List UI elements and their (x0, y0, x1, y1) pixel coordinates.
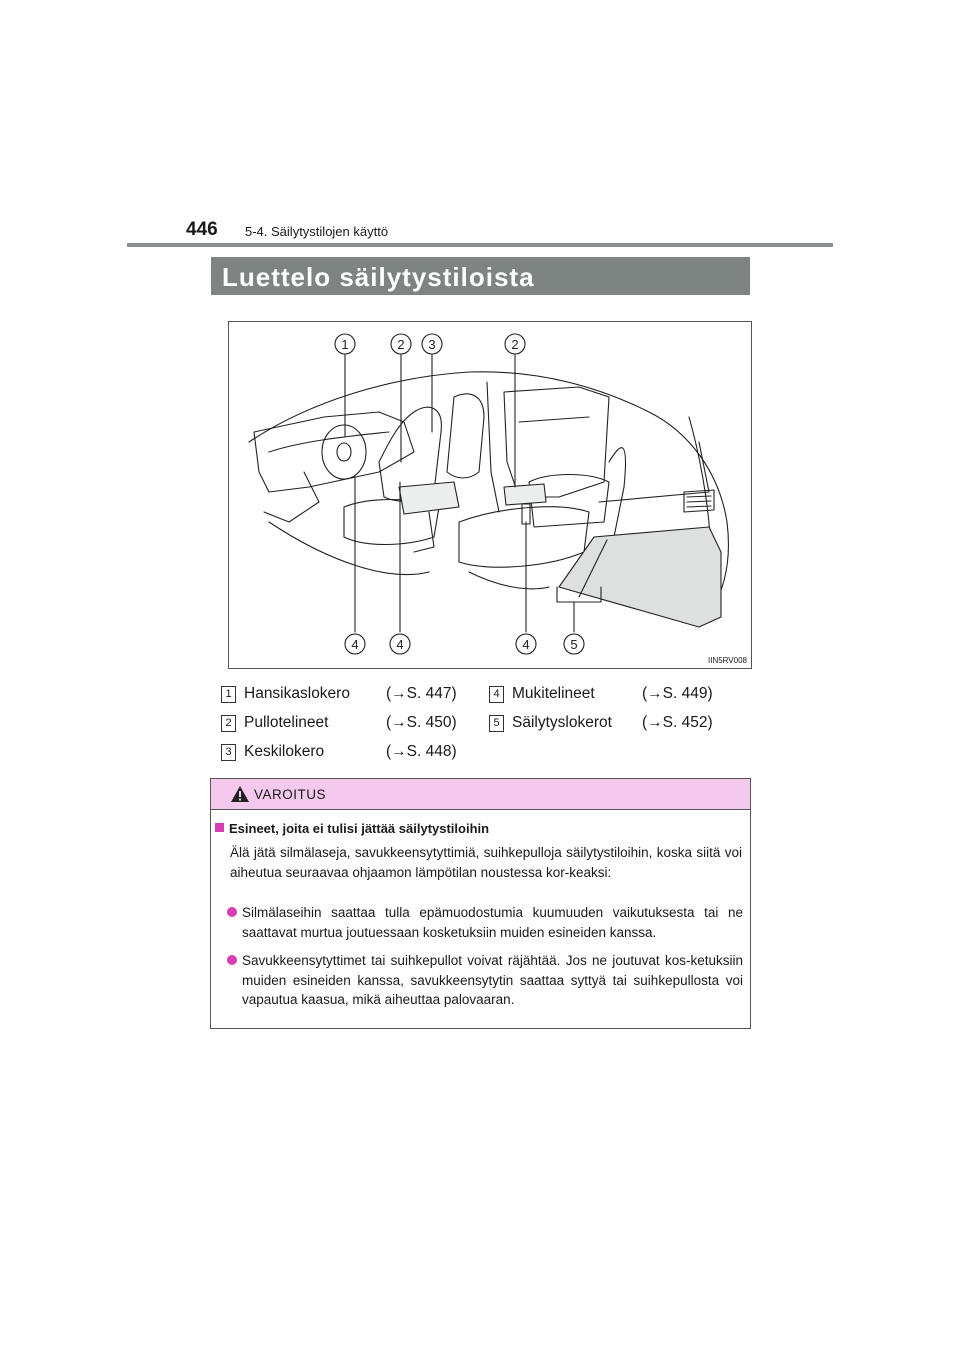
callout-3: 3 (428, 337, 436, 352)
callout-4b: 4 (396, 637, 404, 652)
page-number: 446 (186, 219, 218, 240)
warning-bullet-text: Savukkeensytyttimet tai suihkepullot voivat räjähtää. Jos ne joutuvat kos-ketuksiin muiden esineiden kanssa, savukkeensytytin saattaa syttyä tai suihkepullosta voi vapautua kaasua, mikä aiheuttaa palovaaran. (242, 953, 743, 1007)
warning-heading (215, 821, 489, 836)
legend-number: 2 (221, 715, 236, 732)
bullet-dot-icon (227, 955, 237, 965)
legend-item (489, 712, 713, 734)
legend-label: Mukitelineet (512, 685, 595, 702)
section-title: 5-4. Säilytystilojen käyttö (245, 224, 389, 239)
callout-2b: 2 (511, 337, 519, 352)
warning-triangle-icon (230, 785, 250, 803)
warning-title: VAROITUS (254, 787, 327, 802)
callout-2a: 2 (397, 337, 405, 352)
legend-item (489, 683, 713, 705)
page-reference: (→S. 447) (386, 685, 457, 702)
legend-item (221, 741, 457, 763)
car-interior-illustration (229, 322, 751, 668)
legend-item (221, 712, 457, 734)
legend-number: 5 (489, 715, 504, 732)
legend-label: Pullotelineet (244, 714, 329, 731)
title-bar (211, 257, 750, 295)
legend-number: 3 (221, 744, 236, 761)
warning-bullet (227, 903, 743, 942)
callout-1: 1 (341, 337, 349, 352)
callout-5: 5 (570, 637, 578, 652)
header-rule (127, 243, 833, 247)
bullet-dot-icon (227, 907, 237, 917)
warning-bullet (227, 951, 743, 1010)
legend-label: Hansikaslokero (244, 685, 350, 702)
callout-4c: 4 (522, 637, 530, 652)
warning-box (210, 778, 751, 1029)
square-bullet-icon (215, 823, 224, 832)
legend-label: Keskilokero (244, 743, 325, 760)
interior-figure (228, 321, 752, 669)
page-reference: (→S. 450) (386, 714, 457, 731)
figure-code: IIN5RV008 (708, 656, 747, 665)
warning-bullet-text: Silmälaseihin saattaa tulla epämuodostumia kuumuuden vaikutuksesta tai ne saattavat murtua joutuessaan kosketuksiin muiden esineiden kanssa. (242, 905, 743, 940)
callout-4a: 4 (351, 637, 359, 652)
page-reference: (→S. 449) (642, 685, 713, 702)
legend-number: 1 (221, 686, 236, 703)
legend-number: 4 (489, 686, 504, 703)
legend-item (221, 683, 457, 705)
warning-heading-text: Esineet, joita ei tulisi jättää säilytystiloihin (229, 821, 490, 836)
warning-header (211, 779, 750, 810)
page-reference: (→S. 448) (386, 743, 457, 760)
warning-paragraph: Älä jätä silmälaseja, savukkeensytyttimiä, suihkepulloja säilytystiloihin, koska siitä voi aiheutua seuraavaa ohjaamon lämpötilan noustessa kor-keaksi: (230, 845, 742, 880)
legend-label: Säilytyslokerot (512, 714, 612, 731)
page-reference: (→S. 452) (642, 714, 713, 731)
page-title: Luettelo säilytystiloista (222, 262, 535, 292)
